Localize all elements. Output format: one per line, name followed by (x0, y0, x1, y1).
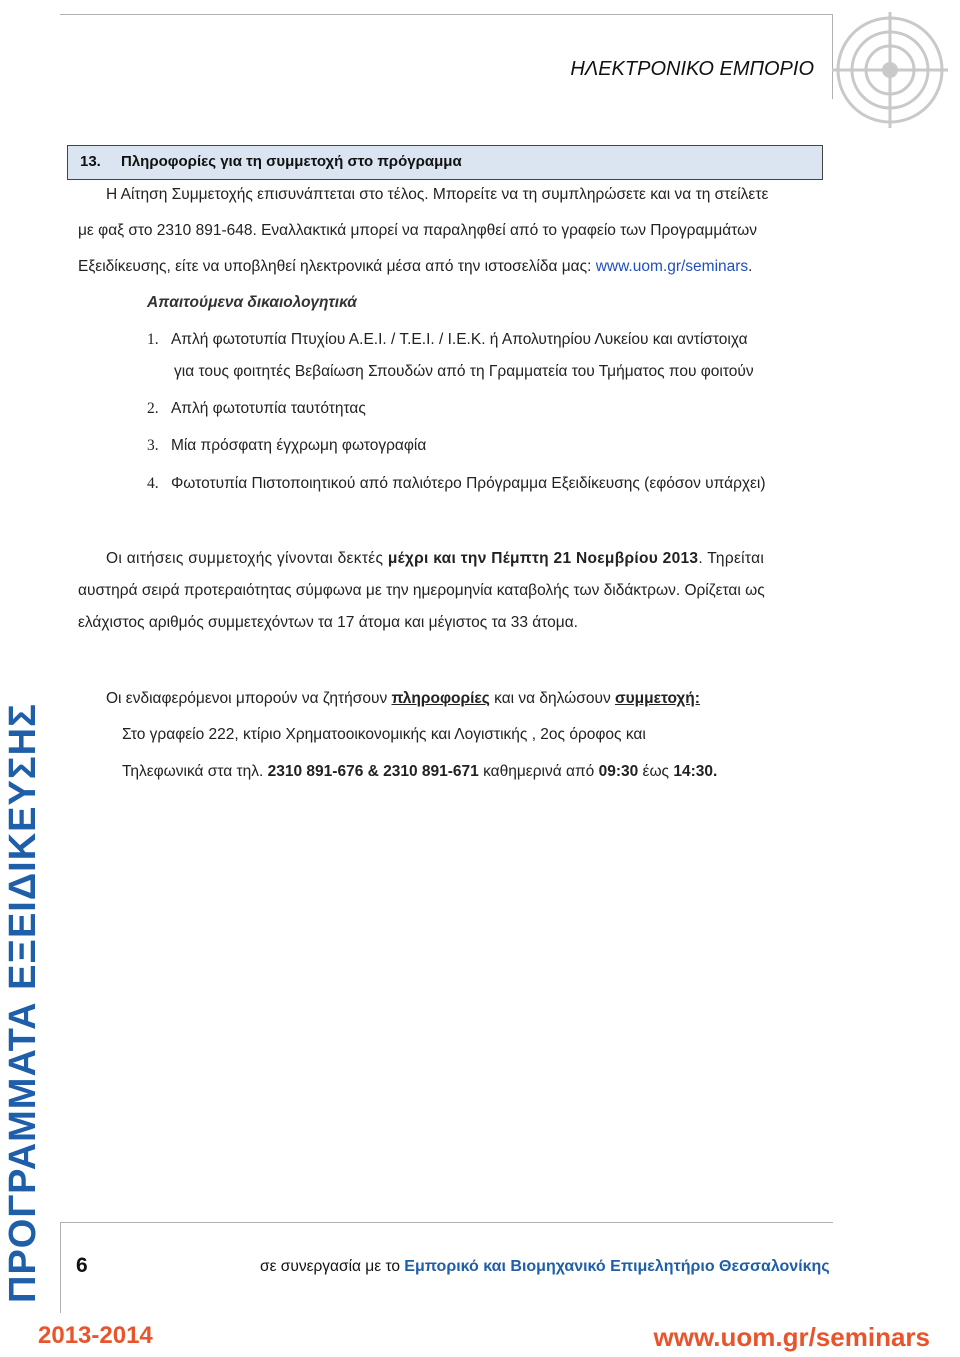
footer-url[interactable]: www.uom.gr/seminars (653, 1322, 930, 1352)
contact-participation-label: συμμετοχή: (615, 690, 700, 707)
list-item-text: Μία πρόσφατη έγχρωμη φωτογραφία (170, 437, 427, 454)
intro-line-3-end: . (748, 258, 753, 275)
contact-line-1 (106, 690, 700, 708)
contact-text: Οι ενδιαφερόμενοι μπορούν να ζητήσουν (106, 690, 392, 707)
contact-text-mid: και να δηλώσουν (489, 690, 616, 707)
list-item-continuation: για τους φοιτητές Βεβαίωση Σπουδών από τη Γραμματεία του Τμήματος που φοιτούν (174, 363, 754, 380)
list-item (147, 331, 748, 349)
section-title: Πληροφορίες για τη συμμετοχή στο πρόγραμμα (121, 153, 462, 170)
seminars-link[interactable]: www.uom.gr/seminars (595, 258, 749, 275)
list-item (147, 437, 426, 455)
footer-partnership-label: σε συνεργασία με το (260, 1258, 405, 1275)
page-number: 6 (76, 1254, 88, 1277)
list-item-number: 1. (147, 331, 159, 348)
phone-number-2: 2310 891-671 (383, 763, 479, 780)
footer-partnership (260, 1258, 830, 1276)
deadline-text: Οι αιτήσεις συμμετοχής γίνονται δεκτές (106, 550, 388, 567)
page-header-title: ΗΛΕΚΤΡΟΝΙΚΟ ΕΜΠΟΡΙΟ (570, 58, 814, 80)
section-heading-box (67, 145, 823, 180)
phone-separator: & (363, 763, 384, 780)
intro-line-3 (78, 258, 752, 276)
contact-phone-line (122, 763, 717, 781)
intro-line-1: Η Αίτηση Συμμετοχής επισυνάπτεται στο τέλος. Μπορείτε να τη συμπληρώσετε και να τη στείλετε (106, 186, 769, 203)
deadline-line-2: αυστηρά σειρά προτεραιότητας σύμφωνα με την ημερομηνία καταβολής των διδάκτρων. Ορίζεται ως (78, 582, 765, 599)
list-item-text: Απλή φωτοτυπία ταυτότητας (170, 400, 366, 417)
intro-line-2: με φαξ στο 2310 891-648. Εναλλακτικά μπορεί να παραληφθεί από το γραφείο των Προγραμμάτων (78, 222, 758, 239)
contact-phone-label: Τηλεφωνικά στα τηλ. (122, 763, 268, 780)
contact-info-label: πληροφορίες (391, 690, 490, 707)
list-item (147, 475, 766, 493)
hours-separator: έως (638, 763, 674, 780)
target-logo-icon (830, 10, 950, 130)
required-docs-heading: Απαιτούμενα δικαιολογητικά (147, 294, 357, 311)
section-number: 13. (80, 153, 101, 170)
header-frame (60, 14, 833, 99)
deadline-line-1 (106, 550, 764, 568)
list-item-number: 4. (147, 475, 159, 492)
list-item-number: 2. (147, 400, 159, 417)
list-item-text: Απλή φωτοτυπία Πτυχίου Α.Ε.Ι. / Τ.Ε.Ι. / Ι.Ε.Κ. ή Απολυτηρίου Λυκείου και αντίστοιχα (170, 331, 748, 348)
deadline-date: μέχρι και την Πέμπτη 21 Νοεμβρίου 2013 (387, 550, 699, 567)
list-item (147, 400, 366, 418)
list-item-number: 3. (147, 437, 159, 454)
sidebar-years: 2013-2014 (38, 1322, 153, 1349)
contact-hours-label: καθημερινά από (478, 763, 599, 780)
hours-start: 09:30 (598, 763, 639, 780)
deadline-line-3: ελάχιστος αριθμός συμμετεχόντων τα 17 άτομα και μέγιστος τα 33 άτομα. (78, 614, 578, 631)
list-item-text: Φωτοτυπία Πιστοποιητικού από παλιότερο Πρόγραμμα Εξειδίκευσης (εφόσον υπάρχει) (170, 475, 766, 492)
hours-period: . (713, 763, 718, 780)
intro-line-3-text: Εξειδίκευσης, είτε να υποβληθεί ηλεκτρονικά μέσα από την ιστοσελίδα μας: (78, 258, 596, 275)
sidebar-brand-text: ΠΡΟΓΡΑΜΜΑΤΑ ΕΞΕΙΔΙΚΕΥΣΗΣ (2, 703, 44, 1303)
contact-office: Στο γραφείο 222, κτίριο Χρηματοοικονομικής και Λογιστικής , 2ος όροφος και (122, 726, 646, 743)
deadline-text-end: . Τηρείται (698, 550, 765, 567)
hours-end: 14:30 (673, 763, 713, 780)
phone-number-1: 2310 891-676 (267, 763, 364, 780)
footer-organization: Εμπορικό και Βιομηχανικό Επιμελητήριο Θεσσαλονίκης (404, 1258, 830, 1275)
